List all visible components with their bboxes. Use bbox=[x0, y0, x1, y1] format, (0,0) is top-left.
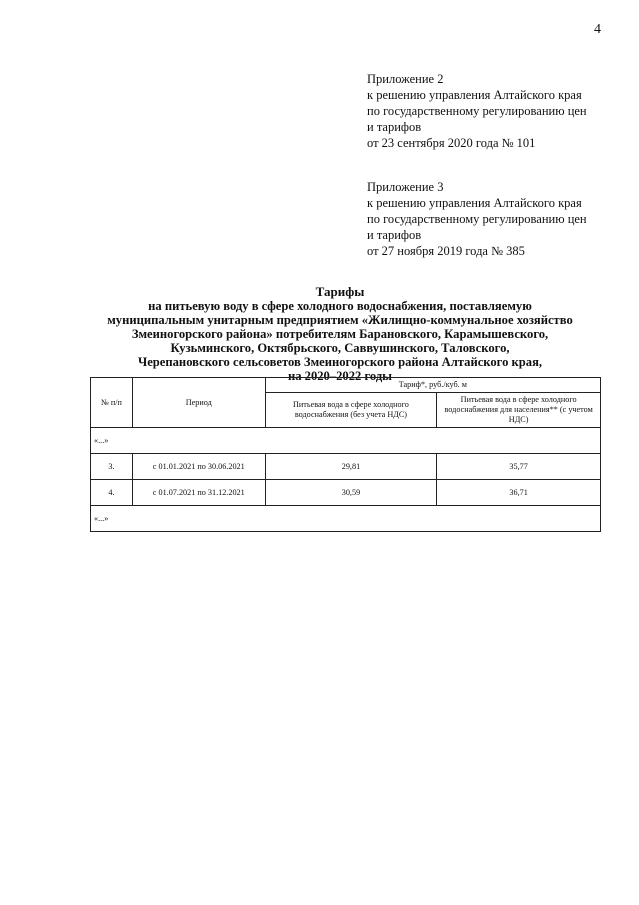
appendix-line: к решению управления Алтайского края bbox=[367, 88, 582, 102]
header-no-vat: Питьевая вода в сфере холодного водоснабжения (без учета НДС) bbox=[265, 393, 437, 428]
table-row-ellipsis bbox=[91, 428, 601, 454]
appendix-line: Приложение 2 bbox=[367, 72, 444, 86]
page-number: 4 bbox=[594, 22, 601, 37]
appendix-3-header bbox=[367, 179, 617, 259]
header-number: № п/п bbox=[91, 378, 133, 428]
title-line: муниципальным унитарным предприятием «Жилищно-коммунальное хозяйство bbox=[107, 313, 573, 327]
appendix-line: Приложение 3 bbox=[367, 180, 444, 194]
cell-period: с 01.07.2021 по 31.12.2021 bbox=[132, 480, 265, 506]
cell-number: 4. bbox=[91, 480, 133, 506]
cell-no-vat: 29,81 bbox=[265, 454, 437, 480]
cell-population: 36,71 bbox=[437, 480, 601, 506]
header-period: Период bbox=[132, 378, 265, 428]
title-line: на 2020–2022 годы bbox=[287, 369, 393, 383]
cell-number: 3. bbox=[91, 454, 133, 480]
cell-population: 35,77 bbox=[437, 454, 601, 480]
table-row bbox=[91, 480, 601, 506]
appendix-line: по государственному регулированию цен bbox=[367, 104, 587, 118]
appendix-line: и тарифов bbox=[367, 228, 422, 242]
appendix-line: от 27 ноября 2019 года № 385 bbox=[367, 244, 525, 258]
cell-period: с 01.01.2021 по 30.06.2021 bbox=[132, 454, 265, 480]
table-row-ellipsis bbox=[91, 506, 601, 532]
appendix-2-header bbox=[367, 71, 617, 151]
ellipsis-cell: «...» bbox=[91, 428, 601, 454]
tariffs-table bbox=[90, 377, 601, 532]
table-header-row bbox=[91, 378, 601, 393]
document-title bbox=[60, 285, 620, 383]
ellipsis-cell: «...» bbox=[91, 506, 601, 532]
title-heading: Тарифы bbox=[315, 284, 365, 299]
appendix-line: по государственному регулированию цен bbox=[367, 212, 587, 226]
title-line: Змеиногорского района» потребителям Барановского, Карамышевского, bbox=[131, 327, 549, 341]
title-line: Черепановского сельсоветов Змеиногорского района Алтайского края, bbox=[137, 355, 543, 369]
header-tariff-group: Тариф*, руб./куб. м bbox=[265, 378, 600, 393]
appendix-line: к решению управления Алтайского края bbox=[367, 196, 582, 210]
cell-no-vat: 30,59 bbox=[265, 480, 437, 506]
title-line: на питьевую воду в сфере холодного водоснабжения, поставляемую bbox=[148, 299, 532, 313]
title-line: Кузьминского, Октябрьского, Саввушинского, Таловского, bbox=[170, 341, 510, 355]
appendix-line: от 23 сентября 2020 года № 101 bbox=[367, 136, 536, 150]
appendix-line: и тарифов bbox=[367, 120, 422, 134]
header-population: Питьевая вода в сфере холодного водоснабжения для населения** (с учетом НДС) bbox=[437, 393, 601, 428]
table-row bbox=[91, 454, 601, 480]
